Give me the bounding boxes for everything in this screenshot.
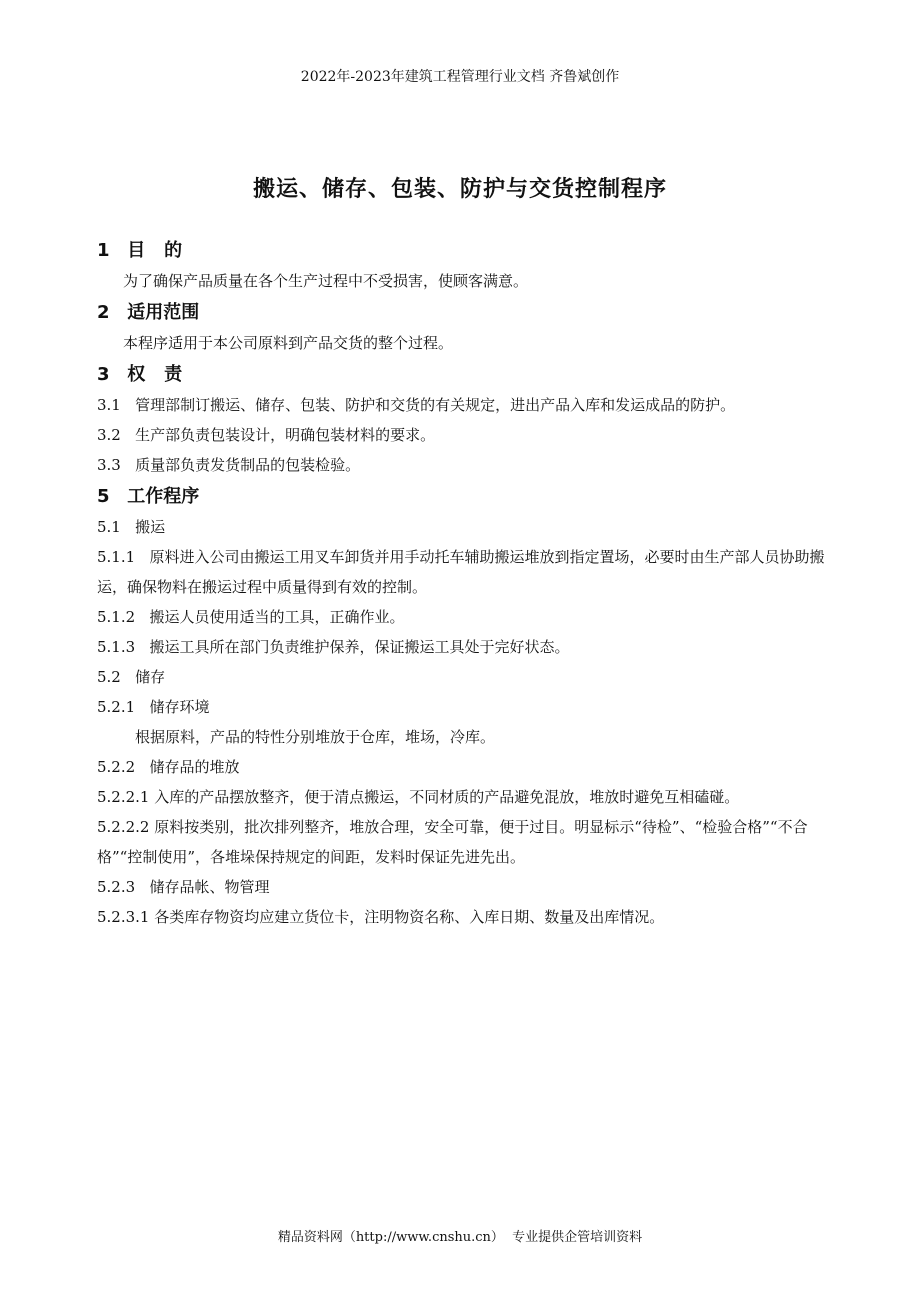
procedure-line: 5.2.2.1 入库的产品摆放整齐，便于清点搬运，不同材质的产品避免混放，堆放时避免互相磕碰。: [97, 788, 740, 806]
section-title: 权 责: [127, 364, 183, 385]
scope-text: 本程序适用于本公司原料到产品交货的整个过程。: [123, 334, 454, 352]
procedure-line: 5.2.1 储存环境: [97, 698, 210, 716]
purpose-text: 为了确保产品质量在各个生产过程中不受损害，使顾客满意。: [123, 272, 529, 290]
section-title: 适用范围: [127, 302, 200, 323]
procedure-line: 5.2.3 储存品帐、物管理: [97, 878, 270, 896]
responsibility-item: 3.1 管理部制订搬运、储存、包装、防护和交货的有关规定，进出产品入库和发运成品的防护。: [97, 396, 736, 414]
page-footer: 精品资料网（http://www.cnshu.cn） 专业提供企管培训资料: [277, 1230, 643, 1245]
section-heading-procedure: [97, 482, 842, 512]
procedure-line: 5.1.3 搬运工具所在部门负责维护保养，保证搬运工具处于完好状态。: [97, 638, 570, 656]
responsibility-item: 3.2 生产部负责包装设计，明确包装材料的要求。: [97, 426, 436, 444]
procedure-line: 5.1.2 搬运人员使用适当的工具，正确作业。: [97, 608, 405, 626]
procedure-line: 5.1.1 原料进入公司由搬运工用叉车卸货并用手动托车辅助搬运堆放到指定置场，必要时由生产部人员协助搬运，确保物料在搬运过程中质量得到有效的控制。: [97, 548, 825, 596]
procedure-line: 5.1 搬运: [97, 518, 166, 536]
section-heading-purpose: [97, 236, 842, 266]
section-heading-scope: [97, 298, 842, 328]
responsibility-item: 3.3 质量部负责发货制品的包装检验。: [97, 456, 361, 474]
page-header: 2022年-2023年建筑工程管理行业文档 齐鲁斌创作: [300, 69, 620, 85]
procedure-line: 5.2.2 储存品的堆放: [97, 758, 240, 776]
section-number: 2: [97, 302, 110, 323]
section-number: 5: [97, 486, 110, 507]
document-title: 搬运、储存、包装、防护与交货控制程序: [252, 177, 667, 202]
procedure-line: 5.2.2.2 原料按类别，批次排列整齐，堆放合理，安全可靠，便于过目。明显标示“待检”、“检验合格”“不合格”“控制使用”，各堆垛保持规定的间距，发料时保证先进先出。: [97, 818, 808, 866]
section-title: 目 的: [127, 240, 183, 261]
section-heading-responsibility: [97, 360, 842, 390]
document-body: [97, 234, 842, 932]
section-number: 3: [97, 364, 110, 385]
section-title: 工作程序: [127, 486, 200, 507]
procedure-line: 5.2 储存: [97, 668, 166, 686]
section-number: 1: [97, 240, 110, 261]
procedure-line: 5.2.3.1 各类库存物资均应建立货位卡，注明物资名称、入库日期、数量及出库情况。: [97, 908, 665, 926]
procedure-line: 根据原料，产品的特性分别堆放于仓库，堆场，冷库。: [135, 728, 496, 746]
